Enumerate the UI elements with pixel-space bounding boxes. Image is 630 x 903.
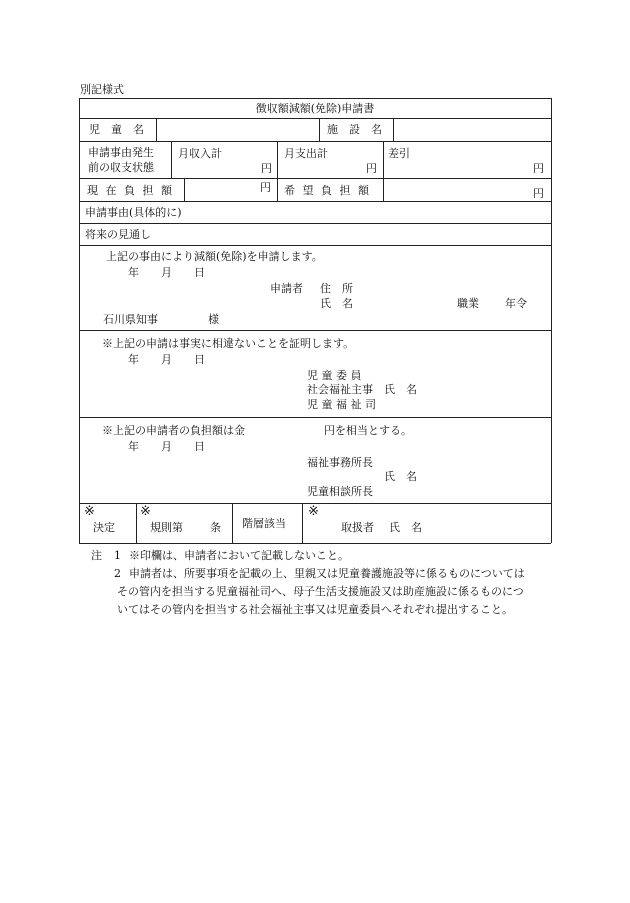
- note1-text: ※印欄は、申請者において記載しないこと。: [129, 549, 349, 562]
- article-label: 条: [210, 521, 221, 534]
- monthly-expense-field[interactable]: [280, 144, 380, 175]
- child-guidance-director-label: 児童相談所長: [307, 485, 373, 498]
- current-burden-yen: 円: [260, 181, 271, 194]
- certifier-name-label: 氏 名: [384, 383, 417, 396]
- occupation-label: 職業: [457, 297, 479, 310]
- determination-statement: ※上記の申請者の負担額は金: [102, 424, 245, 437]
- welfare-office-director-label: 福祉事務所長: [307, 456, 373, 469]
- application-date: 年 月 日: [128, 266, 205, 279]
- handler-mark: ※: [308, 504, 319, 519]
- bracket-label: 階層該当: [242, 517, 286, 530]
- rule-label: 規則第: [150, 521, 183, 534]
- director-name-label: 氏 名: [384, 470, 417, 483]
- age-label: 年令: [505, 297, 527, 310]
- monthly-expense-yen: 円: [366, 162, 377, 175]
- monthly-income-field[interactable]: [174, 144, 274, 175]
- determination-statement-end: 円を相当とする。: [324, 424, 412, 437]
- certification-date: 年 月 日: [128, 353, 205, 366]
- monthly-income-yen: 円: [261, 162, 272, 175]
- note1-number: 1: [114, 549, 121, 562]
- decision-label: 決定: [93, 521, 115, 534]
- monthly-income-label: 月収入計: [178, 147, 222, 160]
- reason-field[interactable]: [200, 204, 546, 221]
- balance-label: 差引: [388, 147, 410, 160]
- child-commissioner-label: 児 童 委 員: [307, 369, 362, 382]
- note2-line1: 申請者は、所要事項を記載の上、里親又は児童養護施設等に係るものについては: [129, 567, 525, 580]
- addressee: 石川県知事: [103, 313, 158, 326]
- note2-number: 2: [114, 567, 121, 580]
- current-burden-label: 現 在 負 担 額: [87, 184, 174, 197]
- applicant-name-label: 氏 名: [320, 297, 353, 310]
- reason-label: 申請事由(具体的に): [85, 206, 182, 219]
- child-name-field[interactable]: [160, 121, 316, 138]
- prior-status-label-line1: 申請事由発生: [88, 146, 154, 159]
- child-welfare-officer-label: 児 童 福 祉 司: [307, 398, 376, 411]
- applicant-label: 申請者: [270, 282, 303, 295]
- desired-burden-yen: 円: [533, 187, 544, 200]
- determination-date: 年 月 日: [128, 440, 205, 453]
- desired-burden-label: 希 望 負 担 額: [284, 184, 371, 197]
- social-welfare-officer-label: 社会福祉主事: [307, 383, 373, 396]
- note2-line2: その管内を担当する児童福祉司へ、母子生活支援施設又は助産施設に係るものにつ: [117, 585, 524, 598]
- current-burden-field[interactable]: [187, 181, 274, 198]
- handler-label: 取扱者: [341, 521, 374, 534]
- facility-name-field[interactable]: [397, 121, 547, 138]
- balance-field[interactable]: [386, 144, 548, 175]
- desired-burden-field[interactable]: [386, 181, 548, 198]
- handler-name-label: 氏 名: [389, 521, 422, 534]
- child-name-label: 児 童 名: [89, 123, 144, 136]
- certification-statement: ※上記の申請は事実に相違ないことを証明します。: [102, 337, 355, 350]
- address-label: 住 所: [320, 282, 353, 295]
- note2-line3: いてはその管内を担当する社会福祉主事又は児童委員へそれぞれ提出すること。: [117, 603, 513, 616]
- monthly-expense-label: 月支出計: [284, 147, 328, 160]
- balance-yen: 円: [533, 162, 544, 175]
- notes-prefix: 注: [91, 549, 102, 562]
- form-caption: 別記様式: [80, 83, 124, 96]
- prior-status-label-line2: 前の収支状態: [88, 161, 154, 174]
- facility-name-label: 施 設 名: [327, 123, 382, 136]
- addressee-honorific: 様: [208, 313, 219, 326]
- outlook-label: 将来の見通し: [85, 228, 151, 241]
- form-title: 徴収額減額(免除)申請書: [255, 102, 375, 115]
- application-statement: 上記の事由により減額(免除)を申請します。: [106, 250, 323, 263]
- decision-mark: ※: [84, 504, 95, 519]
- outlook-field[interactable]: [160, 226, 546, 243]
- rule-mark: ※: [140, 504, 151, 519]
